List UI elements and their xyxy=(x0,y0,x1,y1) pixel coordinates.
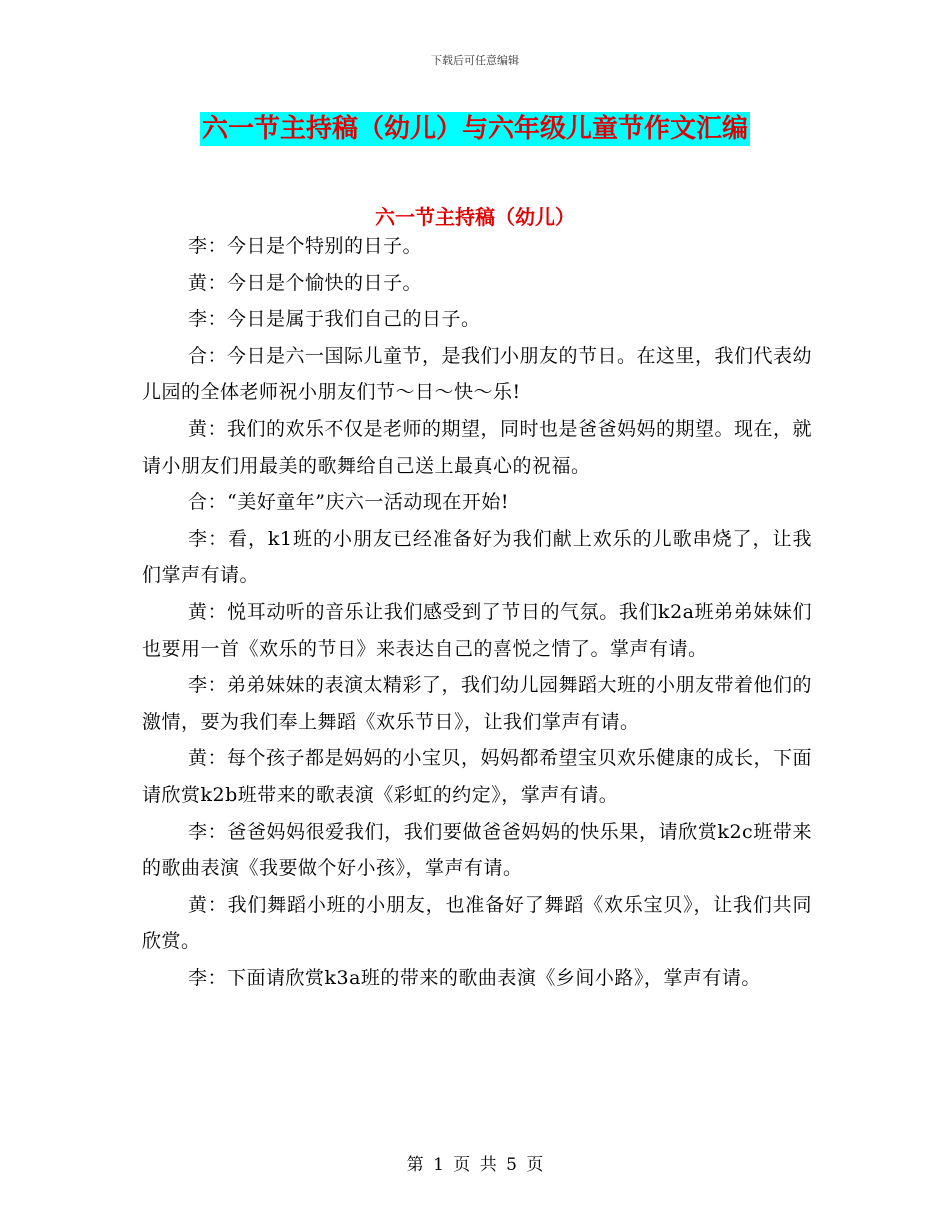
paragraph: 李：弟弟妹妹的表演太精彩了，我们幼儿园舞蹈大班的小朋友带着他们的激情，要为我们奉上舞蹈《欢乐节日》，让我们掌声有请。 xyxy=(142,674,813,733)
document-body xyxy=(142,228,812,996)
document-title-container xyxy=(0,112,950,146)
paragraph: 合：今日是六一国际儿童节，是我们小朋友的节日。在这里，我们代表幼儿园的全体老师祝小朋友们节～日～快～乐! xyxy=(142,344,813,404)
paragraph: 李：爸爸妈妈很爱我们，我们要做爸爸妈妈的快乐果，请欣赏k2c班带来的歌曲表演《我要做个好小孩》，掌声有请。 xyxy=(142,820,812,880)
paragraph: 黄：今日是个愉快的日子。 xyxy=(188,271,423,294)
paragraph: 黄：每个孩子都是妈妈的小宝贝，妈妈都希望宝贝欢乐健康的成长，下面请欣赏k2b班带来的歌表演《彩虹的约定》，掌声有请。 xyxy=(142,747,813,806)
paragraph: 黄：我们舞蹈小班的小朋友，也准备好了舞蹈《欢乐宝贝》，让我们共同欣赏。 xyxy=(142,893,812,953)
document-title: 六一节主持稿（幼儿）与六年级儿童节作文汇编 xyxy=(201,114,748,144)
paragraph: 黄：悦耳动听的音乐让我们感受到了节日的气氛。我们k2a班弟弟妹妹们也要用一首《欢乐的节日》来表达自己的喜悦之情了。掌声有请。 xyxy=(142,600,812,660)
page-header-note: 下载后可任意编辑 xyxy=(431,54,519,67)
page-number-indicator: 第 1 页 共 5 页 xyxy=(406,1155,544,1175)
paragraph: 李：今日是属于我们自己的日子。 xyxy=(188,308,481,331)
paragraph: 合：“美好童年”庆六一活动现在开始! xyxy=(188,491,510,514)
paragraph: 黄：我们的欢乐不仅是老师的期望，同时也是爸爸妈妈的期望。现在，就请小朋友们用最美的歌舞给自己送上最真心的祝福。 xyxy=(142,417,813,477)
paragraph: 李：下面请欣赏k3a班的带来的歌曲表演《乡间小路》，掌声有请。 xyxy=(188,966,761,989)
paragraph: 李：看，k1班的小朋友已经准备好为我们献上欢乐的儿歌串烧了，让我们掌声有请。 xyxy=(142,527,812,587)
paragraph: 李：今日是个特别的日子。 xyxy=(188,235,423,257)
section-title: 六一节主持稿（幼儿） xyxy=(375,205,575,229)
